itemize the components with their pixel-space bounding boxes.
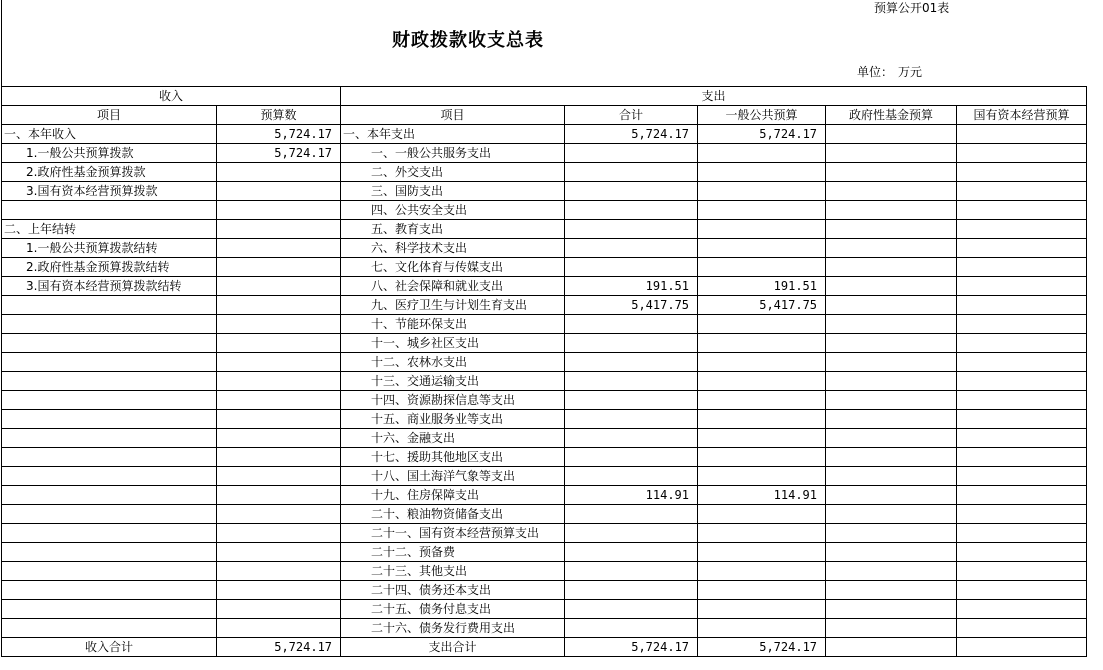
table-row — [2, 391, 1087, 410]
expense-item-cell: 九、医疗卫生与计划生育支出 — [341, 296, 565, 315]
gov-fund-budget-cell — [826, 600, 957, 619]
total-row — [2, 638, 1087, 657]
general-budget-cell — [698, 467, 826, 486]
state-capital-budget-cell — [957, 125, 1087, 144]
state-capital-budget-cell — [957, 315, 1087, 334]
gov-fund-budget-cell — [826, 353, 957, 372]
income-item-cell — [2, 448, 217, 467]
income-amount-cell — [217, 220, 341, 239]
income-item-cell: 二、上年结转 — [2, 220, 217, 239]
expense-item-cell: 四、公共安全支出 — [341, 201, 565, 220]
general-budget-cell — [698, 220, 826, 239]
income-total-value: 5,724.17 — [217, 638, 341, 657]
expense-total-cell — [565, 410, 698, 429]
state-capital-budget-cell — [957, 600, 1087, 619]
income-item-cell — [2, 391, 217, 410]
income-item-cell — [2, 410, 217, 429]
table-row — [2, 372, 1087, 391]
gov-fund-budget-cell — [826, 220, 957, 239]
income-item-cell: 2.政府性基金预算拨款 — [2, 163, 217, 182]
income-item-cell: 3.国有资本经营预算拨款结转 — [2, 277, 217, 296]
income-item-cell — [2, 619, 217, 638]
state-capital-budget-cell — [957, 163, 1087, 182]
state-capital-budget-cell — [957, 486, 1087, 505]
state-capital-budget-header: 国有资本经营预算 — [957, 106, 1087, 125]
expense-total-cell — [565, 182, 698, 201]
table-row — [2, 562, 1087, 581]
income-amount-cell — [217, 296, 341, 315]
gov-fund-budget-cell — [826, 163, 957, 182]
expense-item-cell: 十四、资源勘探信息等支出 — [341, 391, 565, 410]
state-capital-budget-cell — [957, 277, 1087, 296]
state-capital-budget-cell — [957, 581, 1087, 600]
income-item-cell — [2, 372, 217, 391]
table-row — [2, 334, 1087, 353]
capital-total-value — [957, 638, 1087, 657]
general-budget-cell — [698, 353, 826, 372]
state-capital-budget-cell — [957, 144, 1087, 163]
table-row — [2, 467, 1087, 486]
general-budget-cell — [698, 201, 826, 220]
table-row — [2, 125, 1087, 144]
column-header-row — [2, 106, 1087, 125]
gov-fund-budget-cell — [826, 619, 957, 638]
table-row — [2, 201, 1087, 220]
expense-item-cell: 二十四、债务还本支出 — [341, 581, 565, 600]
gov-fund-budget-cell — [826, 543, 957, 562]
state-capital-budget-cell — [957, 429, 1087, 448]
income-amount-cell — [217, 448, 341, 467]
state-capital-budget-cell — [957, 562, 1087, 581]
general-budget-cell — [698, 258, 826, 277]
income-amount-cell — [217, 410, 341, 429]
gov-fund-budget-cell — [826, 448, 957, 467]
income-amount-cell — [217, 258, 341, 277]
expense-item-cell: 十三、交通运输支出 — [341, 372, 565, 391]
gov-fund-budget-cell — [826, 201, 957, 220]
income-amount-cell — [217, 562, 341, 581]
state-capital-budget-cell — [957, 258, 1087, 277]
income-amount-cell — [217, 201, 341, 220]
expense-total-cell — [565, 334, 698, 353]
general-budget-cell — [698, 315, 826, 334]
expense-item-cell: 二十六、债务发行费用支出 — [341, 619, 565, 638]
table-row — [2, 581, 1087, 600]
state-capital-budget-cell — [957, 353, 1087, 372]
gov-fund-budget-cell — [826, 581, 957, 600]
general-budget-cell: 114.91 — [698, 486, 826, 505]
expense-item-cell: 十九、住房保障支出 — [341, 486, 565, 505]
table-row — [2, 505, 1087, 524]
general-budget-cell — [698, 505, 826, 524]
expense-total-cell — [565, 201, 698, 220]
gov-fund-budget-cell — [826, 429, 957, 448]
gov-fund-budget-header: 政府性基金预算 — [826, 106, 957, 125]
sheet-left-border — [1, 0, 2, 86]
general-budget-cell — [698, 562, 826, 581]
state-capital-budget-cell — [957, 372, 1087, 391]
income-item-cell: 1.一般公共预算拨款结转 — [2, 239, 217, 258]
state-capital-budget-cell — [957, 239, 1087, 258]
income-amount-cell — [217, 239, 341, 258]
table-row — [2, 410, 1087, 429]
state-capital-budget-cell — [957, 467, 1087, 486]
expense-total-cell — [565, 163, 698, 182]
table-row — [2, 315, 1087, 334]
expense-item-cell: 二、外交支出 — [341, 163, 565, 182]
expense-item-cell: 十、节能环保支出 — [341, 315, 565, 334]
expense-total-cell — [565, 619, 698, 638]
expense-total-value: 5,724.17 — [565, 638, 698, 657]
gov-fund-budget-cell — [826, 467, 957, 486]
expense-item-cell: 一、一般公共服务支出 — [341, 144, 565, 163]
table-row — [2, 277, 1087, 296]
expense-total-cell — [565, 220, 698, 239]
unit-value: 万元 — [898, 65, 923, 79]
expense-item-cell: 六、科学技术支出 — [341, 239, 565, 258]
expense-total-cell — [565, 429, 698, 448]
table-row — [2, 619, 1087, 638]
general-budget-cell — [698, 619, 826, 638]
expense-total-cell — [565, 448, 698, 467]
state-capital-budget-cell — [957, 524, 1087, 543]
expense-total-cell — [565, 467, 698, 486]
expense-total-cell — [565, 391, 698, 410]
income-item-cell — [2, 581, 217, 600]
income-item-cell — [2, 201, 217, 220]
state-capital-budget-cell — [957, 296, 1087, 315]
general-budget-cell — [698, 524, 826, 543]
table-row — [2, 448, 1087, 467]
general-budget-cell: 191.51 — [698, 277, 826, 296]
general-budget-cell — [698, 429, 826, 448]
expense-group-header: 支出 — [341, 87, 1087, 106]
expense-item-cell: 二十一、国有资本经营预算支出 — [341, 524, 565, 543]
expense-item-cell: 十五、商业服务业等支出 — [341, 410, 565, 429]
general-budget-cell — [698, 600, 826, 619]
expense-total-cell — [565, 524, 698, 543]
table-row — [2, 163, 1087, 182]
expense-total-cell — [565, 239, 698, 258]
table-row — [2, 296, 1087, 315]
general-budget-cell — [698, 372, 826, 391]
income-item-header: 项目 — [2, 106, 217, 125]
gov-fund-budget-cell — [826, 258, 957, 277]
expense-total-header: 合计 — [565, 106, 698, 125]
expense-total-cell — [565, 581, 698, 600]
income-amount-cell — [217, 467, 341, 486]
gov-fund-budget-cell — [826, 144, 957, 163]
state-capital-budget-cell — [957, 391, 1087, 410]
gov-fund-budget-cell — [826, 239, 957, 258]
table-row — [2, 486, 1087, 505]
gov-fund-budget-cell — [826, 505, 957, 524]
income-amount-cell — [217, 163, 341, 182]
income-amount-cell — [217, 581, 341, 600]
expense-total-cell — [565, 315, 698, 334]
gov-fund-budget-cell — [826, 410, 957, 429]
unit-label: 单位： — [857, 65, 894, 79]
gov-fund-budget-cell — [826, 524, 957, 543]
income-item-cell — [2, 334, 217, 353]
general-budget-cell — [698, 239, 826, 258]
general-budget-cell: 5,724.17 — [698, 125, 826, 144]
general-budget-cell — [698, 581, 826, 600]
expense-item-cell: 八、社会保障和就业支出 — [341, 277, 565, 296]
income-item-cell — [2, 505, 217, 524]
general-budget-cell — [698, 391, 826, 410]
page-title: 财政拨款收支总表 — [392, 30, 544, 51]
income-item-cell — [2, 353, 217, 372]
income-amount-cell — [217, 353, 341, 372]
expense-total-cell: 191.51 — [565, 277, 698, 296]
gov-fund-budget-cell — [826, 296, 957, 315]
expense-item-cell: 一、本年支出 — [341, 125, 565, 144]
fund-total-value — [826, 638, 957, 657]
general-budget-cell — [698, 163, 826, 182]
income-total-label: 收入合计 — [2, 638, 217, 657]
general-budget-cell — [698, 543, 826, 562]
table-row — [2, 144, 1087, 163]
income-amount-cell — [217, 429, 341, 448]
expense-item-cell: 二十三、其他支出 — [341, 562, 565, 581]
income-item-cell: 3.国有资本经营预算拨款 — [2, 182, 217, 201]
gov-fund-budget-cell — [826, 391, 957, 410]
gov-fund-budget-cell — [826, 182, 957, 201]
expense-item-cell: 十六、金融支出 — [341, 429, 565, 448]
table-row — [2, 600, 1087, 619]
state-capital-budget-cell — [957, 619, 1087, 638]
income-item-cell — [2, 524, 217, 543]
income-amount-cell — [217, 543, 341, 562]
expense-item-cell: 三、国防支出 — [341, 182, 565, 201]
table-code: 预算公开01表 — [874, 1, 950, 15]
general-budget-cell — [698, 182, 826, 201]
income-item-cell — [2, 543, 217, 562]
income-amount-cell: 5,724.17 — [217, 144, 341, 163]
gov-fund-budget-cell — [826, 372, 957, 391]
expense-total-cell — [565, 353, 698, 372]
expense-total-cell: 5,417.75 — [565, 296, 698, 315]
income-item-cell: 一、本年收入 — [2, 125, 217, 144]
expense-item-cell: 十一、城乡社区支出 — [341, 334, 565, 353]
gov-fund-budget-cell — [826, 334, 957, 353]
general-budget-cell: 5,417.75 — [698, 296, 826, 315]
expense-item-cell: 二十、粮油物资储备支出 — [341, 505, 565, 524]
table-row — [2, 429, 1087, 448]
income-amount-cell — [217, 277, 341, 296]
table-row — [2, 524, 1087, 543]
expense-item-cell: 五、教育支出 — [341, 220, 565, 239]
income-item-cell — [2, 296, 217, 315]
state-capital-budget-cell — [957, 505, 1087, 524]
expense-total-cell: 5,724.17 — [565, 125, 698, 144]
income-amount-cell — [217, 600, 341, 619]
income-amount-cell — [217, 486, 341, 505]
income-amount-cell — [217, 505, 341, 524]
table-row — [2, 220, 1087, 239]
expense-total-label: 支出合计 — [341, 638, 565, 657]
income-amount-cell: 5,724.17 — [217, 125, 341, 144]
table-row — [2, 182, 1087, 201]
table-row — [2, 543, 1087, 562]
state-capital-budget-cell — [957, 182, 1087, 201]
income-item-cell — [2, 429, 217, 448]
expense-item-cell: 十七、援助其他地区支出 — [341, 448, 565, 467]
expense-item-cell: 七、文化体育与传媒支出 — [341, 258, 565, 277]
state-capital-budget-cell — [957, 448, 1087, 467]
income-amount-cell — [217, 182, 341, 201]
state-capital-budget-cell — [957, 220, 1087, 239]
income-amount-cell — [217, 619, 341, 638]
expense-total-cell — [565, 600, 698, 619]
general-budget-cell — [698, 448, 826, 467]
gov-fund-budget-cell — [826, 562, 957, 581]
table-row — [2, 353, 1087, 372]
table-row — [2, 239, 1087, 258]
group-header-row — [2, 87, 1087, 106]
income-amount-cell — [217, 315, 341, 334]
general-budget-cell — [698, 410, 826, 429]
general-budget-header: 一般公共预算 — [698, 106, 826, 125]
income-amount-cell — [217, 391, 341, 410]
income-amount-header: 预算数 — [217, 106, 341, 125]
income-amount-cell — [217, 334, 341, 353]
expense-total-cell: 114.91 — [565, 486, 698, 505]
income-item-cell — [2, 600, 217, 619]
income-item-cell — [2, 315, 217, 334]
state-capital-budget-cell — [957, 334, 1087, 353]
expense-total-cell — [565, 372, 698, 391]
income-amount-cell — [217, 524, 341, 543]
state-capital-budget-cell — [957, 201, 1087, 220]
income-item-cell: 2.政府性基金预算拨款结转 — [2, 258, 217, 277]
gov-fund-budget-cell — [826, 125, 957, 144]
expense-item-cell: 十二、农林水支出 — [341, 353, 565, 372]
general-budget-cell — [698, 144, 826, 163]
expense-total-cell — [565, 258, 698, 277]
expense-total-cell — [565, 144, 698, 163]
general-budget-cell — [698, 334, 826, 353]
income-amount-cell — [217, 372, 341, 391]
gov-fund-budget-cell — [826, 315, 957, 334]
general-total-value: 5,724.17 — [698, 638, 826, 657]
expense-item-cell: 二十五、债务付息支出 — [341, 600, 565, 619]
expense-total-cell — [565, 543, 698, 562]
expense-total-cell — [565, 562, 698, 581]
income-item-cell — [2, 486, 217, 505]
gov-fund-budget-cell — [826, 486, 957, 505]
income-item-cell — [2, 562, 217, 581]
expense-item-cell: 十八、国土海洋气象等支出 — [341, 467, 565, 486]
income-item-cell — [2, 467, 217, 486]
state-capital-budget-cell — [957, 543, 1087, 562]
income-item-cell: 1.一般公共预算拨款 — [2, 144, 217, 163]
income-group-header: 收入 — [2, 87, 341, 106]
budget-table — [1, 86, 1087, 657]
expense-item-cell: 二十二、预备费 — [341, 543, 565, 562]
state-capital-budget-cell — [957, 410, 1087, 429]
gov-fund-budget-cell — [826, 277, 957, 296]
table-body — [2, 125, 1087, 638]
table-row — [2, 258, 1087, 277]
expense-total-cell — [565, 505, 698, 524]
expense-item-header: 项目 — [341, 106, 565, 125]
